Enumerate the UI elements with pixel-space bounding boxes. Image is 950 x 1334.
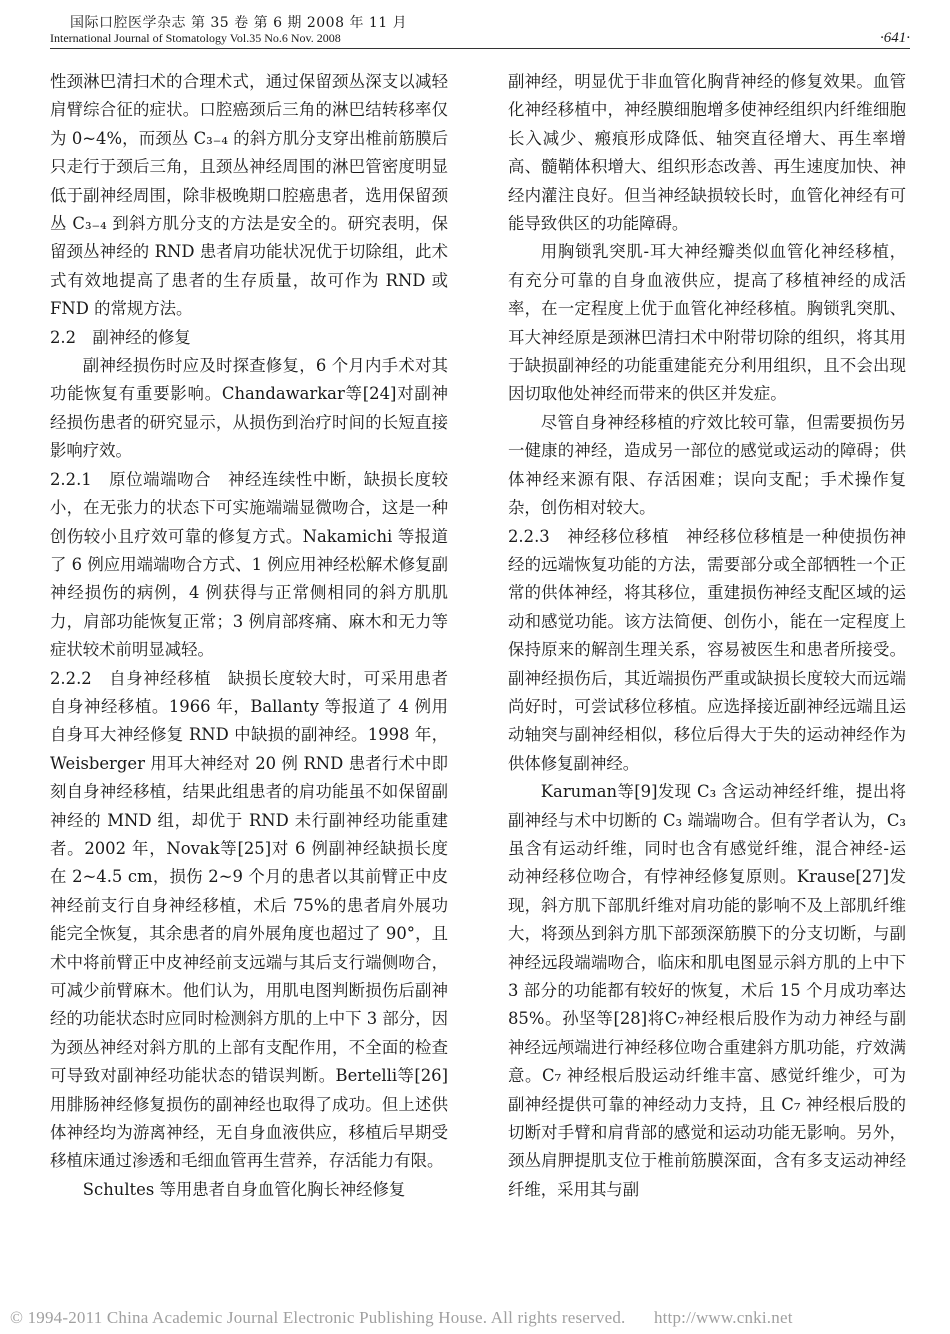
paragraph: 副神经损伤时应及时探查修复，6 个月内手术对其功能恢复有重要影响。Chandawarkar等[24]对副神经损伤患者的研究显示，从损伤到治疗时间的长短直接影响疗效。 [50,356,448,461]
paragraph: Schultes 等用患者自身血管化胸长神经修复 [82,1179,406,1199]
paragraph: 用胸锁乳突肌-耳大神经瓣类似血管化神经移植，有充分可靠的自身血液供应，提高了移植神经的成活率，在一定程度上优于血管化神经移植。胸锁乳突肌、耳大神经原是颈淋巴清扫术中附带切除的组织，将其用于缺损副神经的功能重建能充分利用组织，且不会出现因切取他处神经而带来的供区并发症。 [508,242,906,404]
subsection-paragraph: 2.2.1 原位端端吻合 神经连续性中断，缺损长度较小，在无张力的状态下可实施端端显微吻合，这是一种创伤较小且疗效可靠的修复方式。Nakamichi 等报道了 6 例应用端端吻合方式、1 例应用神经松解术修复副神经损伤的病例，4 例获得与正常侧相同的斜方肌肌力，肩部功能恢复正常；3 例肩部疼痛、麻木和无力等症状较术前明显减轻。 [50,469,448,660]
paragraph: 尽管自身神经移植的疗效比较可靠，但需要损伤另一健康的神经，造成另一部位的感觉或运动的障碍；供体神经来源有限、存活困难；误向支配；手术操作复杂，创伤相对较大。 [508,412,906,518]
paragraph: 性颈淋巴清扫术的合理术式，通过保留颈丛深支以减轻肩臂综合征的症状。口腔癌颈后三角的淋巴结转移率仅为 0~4%，而颈丛 C₃₋₄ 的斜方肌分支穿出椎前筋膜后只走行于颈后三角，且颈丛神经周围的淋巴管密度明显低于副神经周围，除非极晚期口腔癌患者，选用保留颈丛 C₃₋₄ 到斜方肌分支的方法是安全的。研究表明，保留颈丛神经的 RND 患者肩功能状况优于切除组，此术式有效地提高了患者的生存质量，故可作为 RND 或 FND 的常规方法。 [50,72,448,319]
page-number: ·641· [880,30,910,46]
page-header [50,10,910,50]
paragraph: 副神经，明显优于非血管化胸背神经的修复效果。血管化神经移植中，神经膜细胞增多使神经组织内纤维细胞长入减少、瘢痕形成降低、轴突直径增大、再生率增高、髓鞘体积增大、组织形态改善、再生速度加快、神经内灌注良好。但当神经缺损较长时，血管化神经有可能导致供区的功能障碍。 [508,72,906,234]
header-rule [50,48,910,49]
section-heading: 2.2 副神经的修复 [50,327,191,347]
subsection-paragraph: 2.2.3 神经移位移植 神经移位移植是一种使损伤神经的远端恢复功能的方法，需要部分或全部牺牲一个正常的供体神经，将其移位，重建损伤神经支配区域的运动和感觉功能。该方法简便、创伤小，能在一定程度上保持原来的解剖生理关系，容易被医生和患者所接受。副神经损伤后，其近端损伤严重或缺损长度较大而远端尚好时，可尝试移位移植。应选择接近副神经远端且运动轴突与副神经相似，移位后得大于失的运动神经作为供体修复副神经。 [508,526,906,773]
journal-title-cn: 国际口腔医学杂志 第 35 卷 第 6 期 2008 年 11 月 [70,15,408,31]
right-column [508,68,906,1204]
copyright-footer [10,1308,940,1334]
paragraph: Karuman等[9]发现 C₃ 含运动神经纤维，提出将副神经与术中切断的 C₃ 端端吻合。但有学者认为，C₃ 虽含有运动纤维，同时也含有感觉纤维，混合神经-运动神经移位吻合，有悖神经修复原则。Krause[27]发现，斜方肌下部肌纤维对肩功能的影响不及上部肌纤维大，将颈丛到斜方肌下部颈深筋膜下的分支切断，与副神经远段端端吻合，临床和肌电图显示斜方肌的上中下 3 部分的功能都有较好的恢复，术后 15 个月成功率达 85%。孙坚等[28]将C₇神经根后股作为动力神经与副神经远颅端进行神经移位吻合重建斜方肌功能，疗效满意。C₇ 神经根后股运动纤维丰富、感觉纤维少，可为副神经提供可靠的神经动力支持，且 C₇ 神经根后股的切断对手臂和肩背部的感觉和运动功能无影响。另外，颈丛肩胛提肌支位于椎前筋膜深面，含有多支运动神经纤维，采用其与副 [508,782,906,1199]
left-column [50,68,448,1204]
footer-link[interactable]: http://www.cnki.net [653,1308,793,1327]
copyright-text: © 1994-2011 China Academic Journal Electronic Publishing House. All rights reserved. [10,1308,626,1327]
journal-title-en: International Journal of Stomatology Vol.35 No.6 Nov. 2008 [50,31,341,45]
subsection-paragraph: 2.2.2 自身神经移植 缺损长度较大时，可采用患者自身神经移植。1966 年，Ballanty 等报道了 4 例用自身耳大神经修复 RND 中缺损的副神经。1998 年，Weisberger 用耳大神经对 20 例 RND 患者行术中即刻自身神经移植，结果此组患者的肩功能虽不如保留副神经的 MND 组，却优于 RND 未行副神经功能重建者。2002 年，Novak等[25]对 6 例副神经缺损长度在 2~4.5 cm，损伤 2~9 个月的患者以其前臂正中皮神经前支行自身神经移植，术后 75%的患者肩外展功能完全恢复，其余患者的肩外展角度也超过了 90°，且术中将前臂正中皮神经前支远端与其后支行端侧吻合，可减少前臂麻木。他们认为，用肌电图判断损伤后副神经的功能状态时应同时检测斜方肌的上中下 3 部分，因为颈丛神经对斜方肌的上部有支配作用，不全面的检查可导致对副神经功能状态的错误判断。Bertelli等[26]用腓肠神经修复损伤的副神经也取得了成功。但上述供体神经均为游离神经，无自身血液供应，移植后早期受移植床通过渗透和毛细血管再生营养，存活能力有限。 [50,668,448,1171]
